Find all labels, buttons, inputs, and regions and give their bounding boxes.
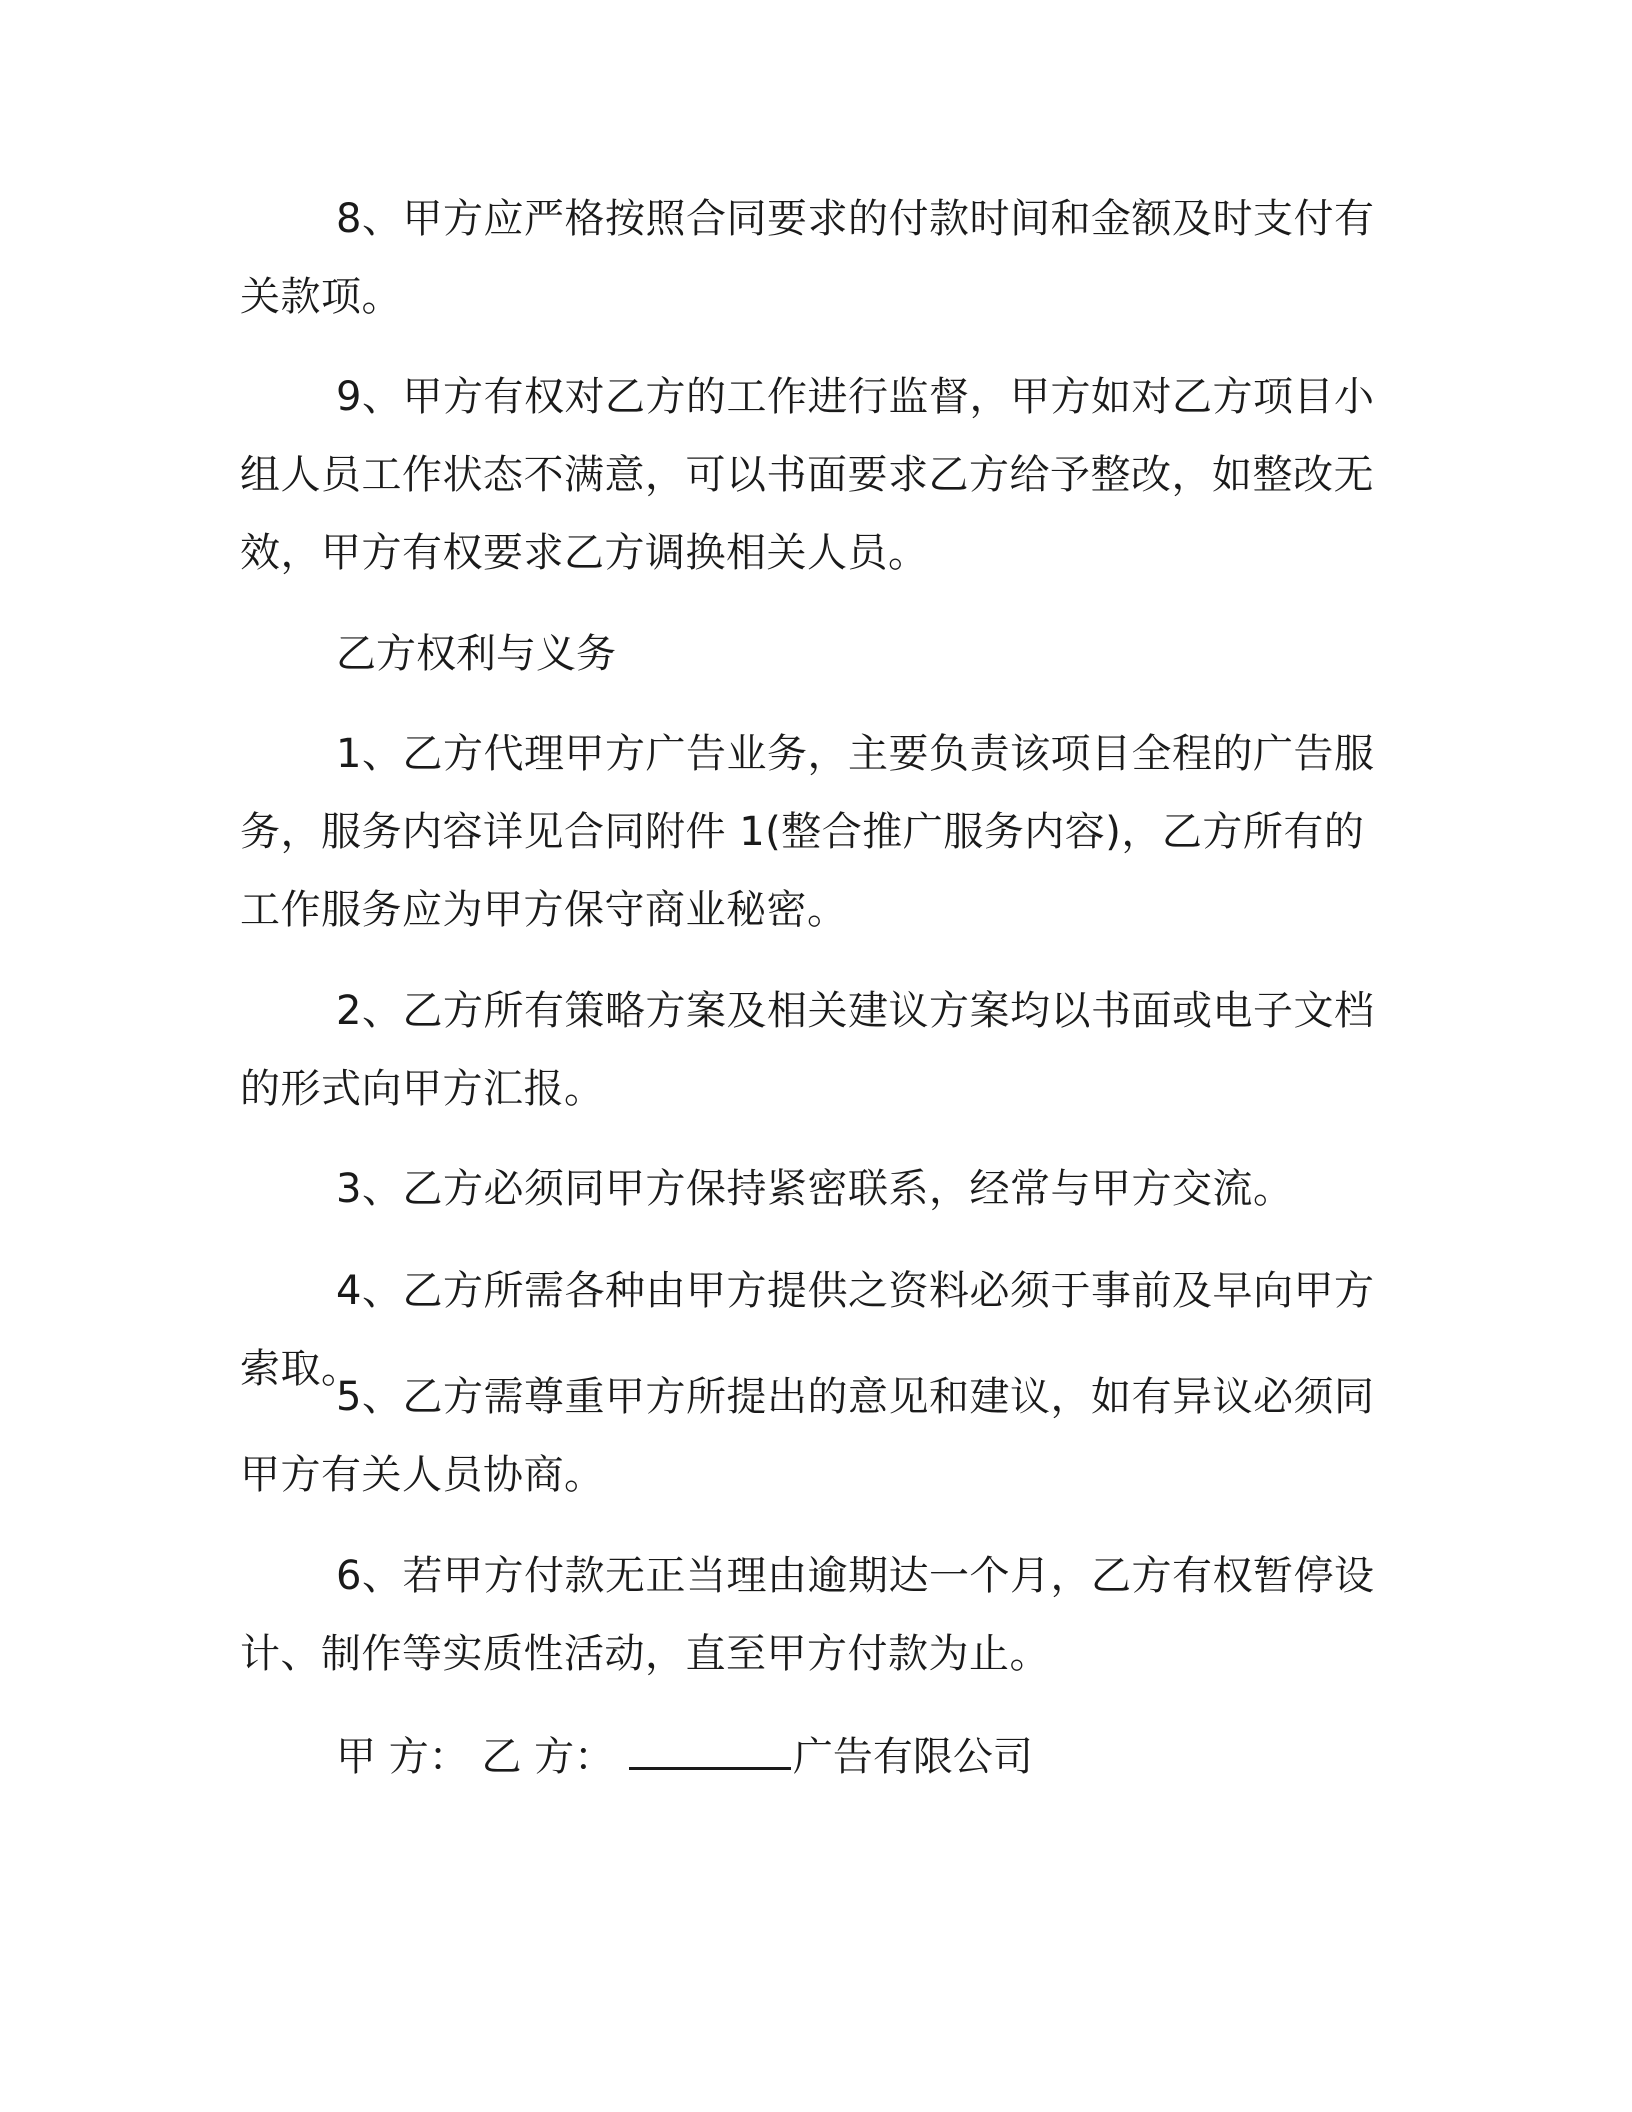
clause-b-2: 2、乙方所有策略方案及相关建议方案均以书面或电子文档的形式向甲方汇报。 [240,988,1375,1112]
signature-line [336,1718,1033,1796]
clause-b-5: 5、乙方需尊重甲方所提出的意见和建议，如有异议必须同甲方有关人员协商。 [240,1374,1375,1498]
clause-b-1: 1、乙方代理甲方广告业务，主要负责该项目全程的广告服务，服务内容详见合同附件 1(整合推广服务内容)，乙方所有的工作服务应为甲方保守商业秘密。 [240,731,1375,933]
section-title-party-b: 乙方权利与义务 [336,631,616,677]
clause-b-4: 4、乙方所需各种由甲方提供之资料必须于事前及早向甲方索取。 [240,1268,1375,1392]
clause-a-9: 9、甲方有权对乙方的工作进行监督，甲方如对乙方项目小组人员工作状态不满意，可以书面要求乙方给予整改，如整改无效，甲方有权要求乙方调换相关人员。 [240,374,1375,576]
clause-b-6: 6、若甲方付款无正当理由逾期达一个月，乙方有权暂停设计、制作等实质性活动，直至甲方付款为止。 [240,1553,1375,1677]
party-b-label: 乙 方： [481,1734,615,1780]
company-name-blank [629,1737,791,1770]
party-a-label: 甲 方： [336,1734,469,1780]
clause-a-8: 8、甲方应严格按照合同要求的付款时间和金额及时支付有关款项。 [240,196,1375,320]
company-suffix: 广告有限公司 [792,1734,1033,1780]
clause-b-3: 3、乙方必须同甲方保持紧密联系，经常与甲方交流。 [336,1166,1294,1212]
